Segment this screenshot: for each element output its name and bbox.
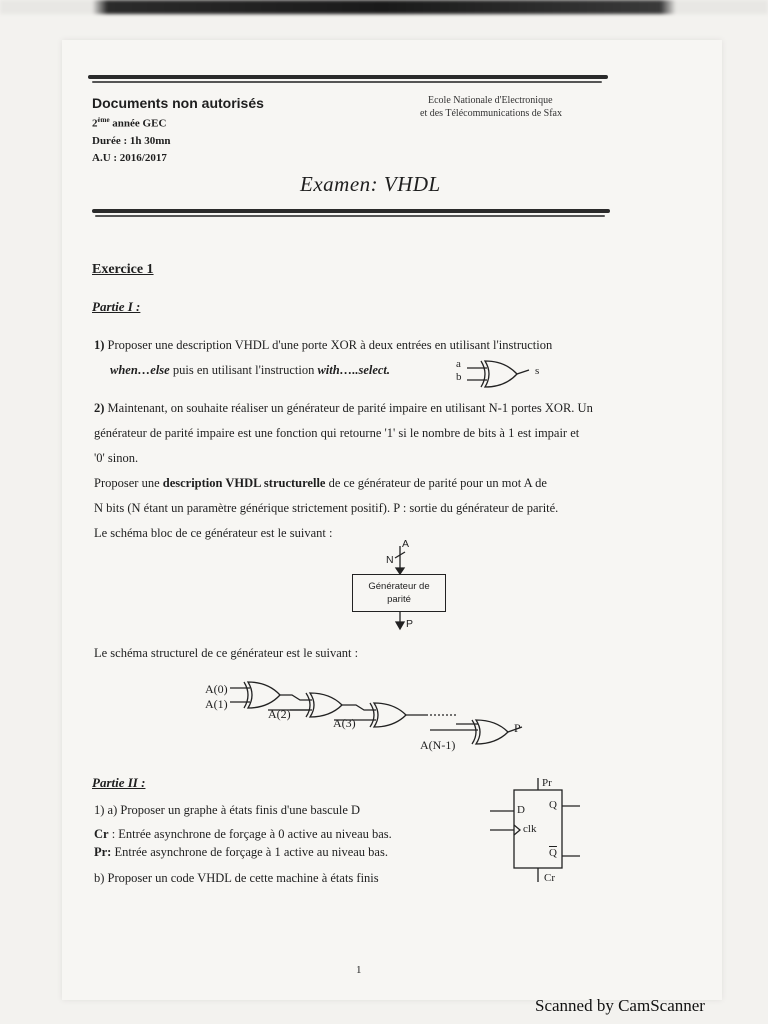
question-1: 1) Proposer une description VHDL d'une porte XOR à deux entrées en utilisant l'instruction [94, 338, 553, 352]
part2-question-1b: b) Proposer un code VHDL de cette machine à états finis [94, 871, 379, 885]
header-documents: Documents non autorisés [92, 95, 264, 111]
header-year: 2ème année GEC [92, 116, 167, 130]
ff-clk-label: clk [523, 823, 537, 835]
xor-output-label: s [535, 365, 540, 377]
chain-label-a3: A(3) [333, 716, 356, 730]
xor-chain-diagram [230, 680, 530, 760]
exercise-title: Exercice 1 [92, 262, 154, 277]
ff-pr-label: Pr [542, 777, 552, 789]
xor-gate-1-icon [248, 682, 280, 708]
top-rule-thin [92, 81, 602, 83]
school-line-1: Ecole Nationale d'Electronique [428, 95, 553, 106]
ff-qbar-label: $\overline{Q}$ [549, 847, 557, 859]
chain-label-p: P [514, 721, 521, 735]
ff-cr-label: Cr [544, 872, 555, 884]
question-2: 2) Maintenant, on souhaite réaliser un générateur de parité impaire en utilisant N-1 portes XOR. Un générateur de parité impaire est une fonction qui retourne '1' si le nombre de bits à 1 est impair et '0' sinon. Proposer une description VHDL structurelle de ce générateur de parité pour un mot A de N bits (N étant un paramètre générique strictement positif). P : sortie du générateur de parité. Le schéma bloc de ce générateur est le suivant : [94, 401, 593, 540]
xor-gate-3-icon [374, 703, 406, 727]
chain-label-a1: A(1) [205, 697, 228, 711]
photo-top-edge [0, 0, 768, 14]
xor-input-a-label: a [456, 358, 461, 370]
xor-gate-last-icon [476, 720, 508, 744]
part2-cr-description: Cr : Entrée asynchrone de forçage à 0 active au niveau bas. [94, 827, 392, 841]
header-duration: Durée : 1h 30mn [92, 134, 171, 147]
part2-title: Partie II : [92, 775, 146, 790]
part2-question-1a: 1) a) Proposer un graphe à états finis d'une bascule D [94, 803, 361, 817]
xor-gate-2-icon [310, 693, 342, 717]
scanner-watermark: Scanned by CamScanner [535, 996, 705, 1015]
xor-input-b-label: b [456, 371, 462, 383]
exam-title: Examen: VHDL [300, 172, 441, 196]
d-flipflop-diagram [488, 778, 598, 888]
question-1-line2: when…else puis en utilisant l'instruction with…..select. [110, 363, 391, 377]
header-academic-year: A.U : 2016/2017 [92, 151, 167, 164]
part2-pr-description: Pr: Entrée asynchrone de forçage à 1 active au niveau bas. [94, 845, 388, 859]
ff-d-label: D [517, 804, 525, 816]
parity-generator-block: Générateur de parité [352, 574, 446, 612]
block-bus-n-label: N [386, 554, 394, 566]
structural-schema-intro: Le schéma structurel de ce générateur est le suivant : [94, 646, 359, 660]
ff-q-label: Q [549, 799, 557, 811]
title-rule [92, 209, 610, 213]
chain-label-a2: A(2) [268, 707, 291, 721]
school-line-2: et des Télécommunications de Sfax [420, 108, 562, 119]
block-input-a-label: A [402, 538, 410, 550]
chain-label-an1: A(N-1) [420, 738, 456, 752]
xor-gate-icon [465, 358, 535, 390]
top-rule [88, 75, 608, 79]
header-school [420, 94, 562, 120]
header-left [92, 95, 264, 167]
title-rule-thin [95, 215, 605, 217]
page-number: 1 [356, 964, 362, 976]
block-output-p-label: P [406, 618, 414, 630]
chain-label-a0: A(0) [205, 682, 228, 696]
part1-title: Partie I : [92, 299, 141, 314]
